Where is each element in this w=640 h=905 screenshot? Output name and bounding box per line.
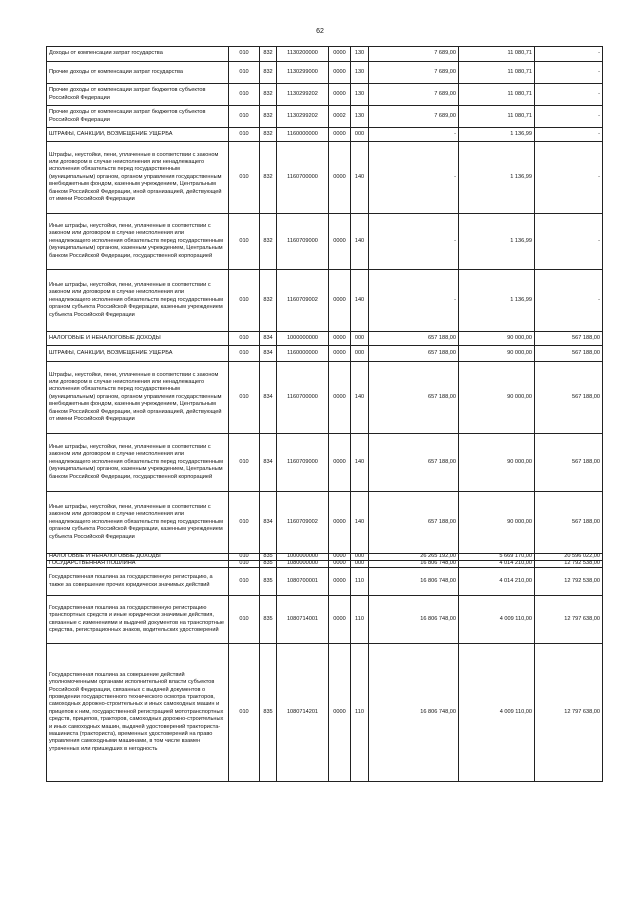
value-cell: 90 000,00: [459, 434, 535, 492]
code-cell: 140: [351, 270, 369, 332]
code-cell: 834: [260, 332, 277, 346]
code-cell: 0002: [329, 106, 351, 128]
code-cell: 000: [351, 332, 369, 346]
row-name: Прочие доходы от компенсации затрат бюджетов субъектов Российской Федерации: [47, 106, 229, 128]
code-cell: 834: [260, 362, 277, 434]
code-cell: 010: [229, 568, 260, 596]
code-cell: 835: [260, 554, 277, 561]
code-cell: 1130200000: [277, 47, 329, 62]
value-cell: 567 188,00: [535, 492, 603, 554]
value-cell: 16 806 748,00: [369, 568, 459, 596]
code-cell: 010: [229, 84, 260, 106]
value-cell: 567 188,00: [535, 362, 603, 434]
code-cell: 0000: [329, 84, 351, 106]
table-row: [47, 214, 603, 270]
code-cell: 1000000000: [277, 554, 329, 561]
row-name: Доходы от компенсации затрат государства: [47, 47, 229, 62]
table-row: [47, 568, 603, 596]
value-cell: 4 009 110,00: [459, 644, 535, 782]
revenue-table: [46, 46, 603, 782]
table-row: [47, 142, 603, 214]
code-cell: 1160700000: [277, 362, 329, 434]
table-row: [47, 596, 603, 644]
code-cell: 1160709002: [277, 492, 329, 554]
row-name: Иные штрафы, неустойки, пени, уплаченные в соответствии с законом или договором в случае неисполнения или ненадлежащего исполнения обязательств перед государственным (муниципальным) органом, казенным учреждением, Центральным банком Российской Федерации, государственной корпорацией: [47, 214, 229, 270]
code-cell: 010: [229, 554, 260, 561]
code-cell: 140: [351, 492, 369, 554]
code-cell: 835: [260, 644, 277, 782]
table-row: [47, 434, 603, 492]
code-cell: 010: [229, 596, 260, 644]
row-name: Штрафы, неустойки, пени, уплаченные в соответствии с законом или договором в случае неисполнения или ненадлежащего исполнения обязательств перед государственным (муниципальным) органом, органом управления государственным внебюджетным фондом, казенным учреждением, Центральным банком Российской Федерации, иной организацией, действующей от имени Российской Федерации: [47, 142, 229, 214]
code-cell: 140: [351, 142, 369, 214]
code-cell: 000: [351, 346, 369, 362]
code-cell: 832: [260, 142, 277, 214]
row-name: Штрафы, неустойки, пени, уплаченные в соответствии с законом или договором в случае неисполнения или ненадлежащего исполнения обязательств перед государственным (муниципальным) органом, органом управления государственным внебюджетным фондом, казенным учреждением, Центральным банком Российской Федерации, иной организацией, действующей от имени Российской Федерации: [47, 362, 229, 434]
table-row: [47, 270, 603, 332]
code-cell: 010: [229, 214, 260, 270]
code-cell: 010: [229, 47, 260, 62]
value-cell: -: [535, 128, 603, 142]
value-cell: -: [535, 84, 603, 106]
code-cell: 010: [229, 106, 260, 128]
code-cell: 0000: [329, 332, 351, 346]
value-cell: -: [535, 62, 603, 84]
code-cell: 0000: [329, 362, 351, 434]
code-cell: 834: [260, 492, 277, 554]
row-name: Прочие доходы от компенсации затрат государства: [47, 62, 229, 84]
value-cell: 657 188,00: [369, 346, 459, 362]
code-cell: 010: [229, 362, 260, 434]
value-cell: 26 265 192,00: [369, 554, 459, 561]
value-cell: 4 014 210,00: [459, 568, 535, 596]
code-cell: 140: [351, 362, 369, 434]
value-cell: 567 188,00: [535, 346, 603, 362]
code-cell: 835: [260, 561, 277, 568]
table-row: [47, 332, 603, 346]
value-cell: 16 806 748,00: [369, 596, 459, 644]
code-cell: 0000: [329, 346, 351, 362]
row-name: НАЛОГОВЫЕ И НЕНАЛОГОВЫЕ ДОХОДЫ: [47, 554, 229, 561]
code-cell: 832: [260, 270, 277, 332]
code-cell: 1080714201: [277, 644, 329, 782]
code-cell: 832: [260, 84, 277, 106]
code-cell: 832: [260, 47, 277, 62]
code-cell: 010: [229, 270, 260, 332]
code-cell: 0000: [329, 62, 351, 84]
code-cell: 140: [351, 434, 369, 492]
code-cell: 1080700001: [277, 568, 329, 596]
code-cell: 0000: [329, 270, 351, 332]
value-cell: 657 188,00: [369, 492, 459, 554]
row-name: Государственная пошлина за государственную регистрацию, а также за совершение прочих юридически значимых действий: [47, 568, 229, 596]
code-cell: 834: [260, 346, 277, 362]
value-cell: 7 689,00: [369, 47, 459, 62]
value-cell: -: [369, 142, 459, 214]
code-cell: 0000: [329, 644, 351, 782]
value-cell: 11 080,71: [459, 106, 535, 128]
code-cell: 1130299202: [277, 84, 329, 106]
row-name: ГОСУДАРСТВЕННАЯ ПОШЛИНА: [47, 561, 229, 568]
code-cell: 130: [351, 47, 369, 62]
code-cell: 834: [260, 434, 277, 492]
table-row: [47, 492, 603, 554]
value-cell: 16 806 748,00: [369, 561, 459, 568]
code-cell: 835: [260, 568, 277, 596]
code-cell: 010: [229, 561, 260, 568]
table-row: [47, 47, 603, 62]
row-name: НАЛОГОВЫЕ И НЕНАЛОГОВЫЕ ДОХОДЫ: [47, 332, 229, 346]
code-cell: 1160700000: [277, 142, 329, 214]
code-cell: 1160000000: [277, 128, 329, 142]
code-cell: 0000: [329, 596, 351, 644]
code-cell: 0000: [329, 214, 351, 270]
code-cell: 1000000000: [277, 332, 329, 346]
code-cell: 010: [229, 492, 260, 554]
code-cell: 1160709000: [277, 214, 329, 270]
row-name: Государственная пошлина за государственную регистрацию транспортных средств и иные юридически значимые действия, связанные с изменениями и выдачей документов на транспортные средства, регистрационных знаков, водительских удостоверений: [47, 596, 229, 644]
value-cell: 567 188,00: [535, 434, 603, 492]
code-cell: 010: [229, 346, 260, 362]
value-cell: 11 080,71: [459, 84, 535, 106]
value-cell: -: [535, 47, 603, 62]
code-cell: 1130299202: [277, 106, 329, 128]
code-cell: 010: [229, 644, 260, 782]
code-cell: 130: [351, 62, 369, 84]
value-cell: 11 080,71: [459, 47, 535, 62]
table-row: [47, 62, 603, 84]
code-cell: 010: [229, 62, 260, 84]
value-cell: 12 792 538,00: [535, 568, 603, 596]
value-cell: -: [535, 142, 603, 214]
code-cell: 0000: [329, 568, 351, 596]
code-cell: 832: [260, 214, 277, 270]
value-cell: 4 009 110,00: [459, 596, 535, 644]
table-row: [47, 644, 603, 782]
value-cell: 657 188,00: [369, 434, 459, 492]
value-cell: 5 669 170,00: [459, 554, 535, 561]
code-cell: 0000: [329, 561, 351, 568]
code-cell: 010: [229, 332, 260, 346]
value-cell: 16 806 748,00: [369, 644, 459, 782]
table-row: [47, 362, 603, 434]
code-cell: 0000: [329, 554, 351, 561]
code-cell: 0000: [329, 47, 351, 62]
code-cell: 130: [351, 106, 369, 128]
value-cell: 7 689,00: [369, 62, 459, 84]
table-row: [47, 84, 603, 106]
code-cell: 1160000000: [277, 346, 329, 362]
table-row: [47, 128, 603, 142]
row-name: Иные штрафы, неустойки, пени, уплаченные в соответствии с законом или договором в случае неисполнения или ненадлежащего исполнения обязательств перед государственным (муниципальным) органом, казенным учреждением, Центральным банком Российской Федерации, государственной корпорацией: [47, 434, 229, 492]
code-cell: 110: [351, 568, 369, 596]
code-cell: 1160709000: [277, 434, 329, 492]
row-name: Прочие доходы от компенсации затрат бюджетов субъектов Российской Федерации: [47, 84, 229, 106]
code-cell: 832: [260, 62, 277, 84]
table-row: [47, 346, 603, 362]
code-cell: 832: [260, 128, 277, 142]
value-cell: 20 596 022,00: [535, 554, 603, 561]
row-name: Иные штрафы, неустойки, пени, уплаченные в соответствии с законом или договором в случае неисполнения или ненадлежащего исполнения обязательств перед государственным органом субъекта Российской Федерации, казенным учреждением субъекта Российской Федерации: [47, 270, 229, 332]
value-cell: 657 188,00: [369, 332, 459, 346]
value-cell: 7 689,00: [369, 84, 459, 106]
value-cell: 1 136,99: [459, 270, 535, 332]
code-cell: 110: [351, 644, 369, 782]
table-row: [47, 106, 603, 128]
row-name: Иные штрафы, неустойки, пени, уплаченные в соответствии с законом или договором в случае неисполнения или ненадлежащего исполнения обязательств перед государственным органом субъекта Российской Федерации, казенным учреждением субъекта Российской Федерации: [47, 492, 229, 554]
value-cell: 90 000,00: [459, 492, 535, 554]
code-cell: 0000: [329, 492, 351, 554]
value-cell: -: [369, 270, 459, 332]
code-cell: 130: [351, 84, 369, 106]
code-cell: 110: [351, 596, 369, 644]
value-cell: 90 000,00: [459, 346, 535, 362]
code-cell: 010: [229, 142, 260, 214]
code-cell: 832: [260, 106, 277, 128]
value-cell: -: [369, 214, 459, 270]
value-cell: -: [369, 128, 459, 142]
code-cell: 1080000000: [277, 561, 329, 568]
value-cell: 12 797 638,00: [535, 644, 603, 782]
code-cell: 000: [351, 128, 369, 142]
value-cell: 567 188,00: [535, 332, 603, 346]
page-number: 62: [316, 28, 324, 35]
value-cell: 657 188,00: [369, 362, 459, 434]
code-cell: 1130299000: [277, 62, 329, 84]
code-cell: 010: [229, 128, 260, 142]
value-cell: 1 136,99: [459, 214, 535, 270]
value-cell: 7 689,00: [369, 106, 459, 128]
value-cell: 90 000,00: [459, 332, 535, 346]
code-cell: 1160709002: [277, 270, 329, 332]
value-cell: -: [535, 214, 603, 270]
value-cell: 1 136,99: [459, 142, 535, 214]
value-cell: 11 080,71: [459, 62, 535, 84]
code-cell: 140: [351, 214, 369, 270]
code-cell: 010: [229, 434, 260, 492]
code-cell: 000: [351, 561, 369, 568]
code-cell: 0000: [329, 434, 351, 492]
row-name: Государственная пошлина за совершение действий уполномоченными органами исполнительной власти субъектов Российской Федерации, связанных с выдачей документов о проведении государственного технического осмотра тракторов, самоходных дорожно-строительных и иных самоходных машин и прицепов к ним, государственной регистрацией мототранспортных средств, прицепов, тракторов, самоходных дорожно-строительных и иных самоходных машин, выдачей удостоверений тракториста-машиниста (тракториста), временных удостоверений на право управления самоходными машинами, в том числе взамен утраченных или пришедших в негодность: [47, 644, 229, 782]
value-cell: 12 797 638,00: [535, 596, 603, 644]
value-cell: 12 792 538,00: [535, 561, 603, 568]
code-cell: 0000: [329, 142, 351, 214]
code-cell: 1080714001: [277, 596, 329, 644]
value-cell: -: [535, 270, 603, 332]
code-cell: 0000: [329, 128, 351, 142]
value-cell: -: [535, 106, 603, 128]
value-cell: 1 136,99: [459, 128, 535, 142]
table-row: [47, 561, 603, 568]
code-cell: 835: [260, 596, 277, 644]
code-cell: 000: [351, 554, 369, 561]
value-cell: 90 000,00: [459, 362, 535, 434]
row-name: ШТРАФЫ, САНКЦИИ, ВОЗМЕЩЕНИЕ УЩЕРБА: [47, 346, 229, 362]
row-name: ШТРАФЫ, САНКЦИИ, ВОЗМЕЩЕНИЕ УЩЕРБА: [47, 128, 229, 142]
value-cell: 4 014 210,00: [459, 561, 535, 568]
